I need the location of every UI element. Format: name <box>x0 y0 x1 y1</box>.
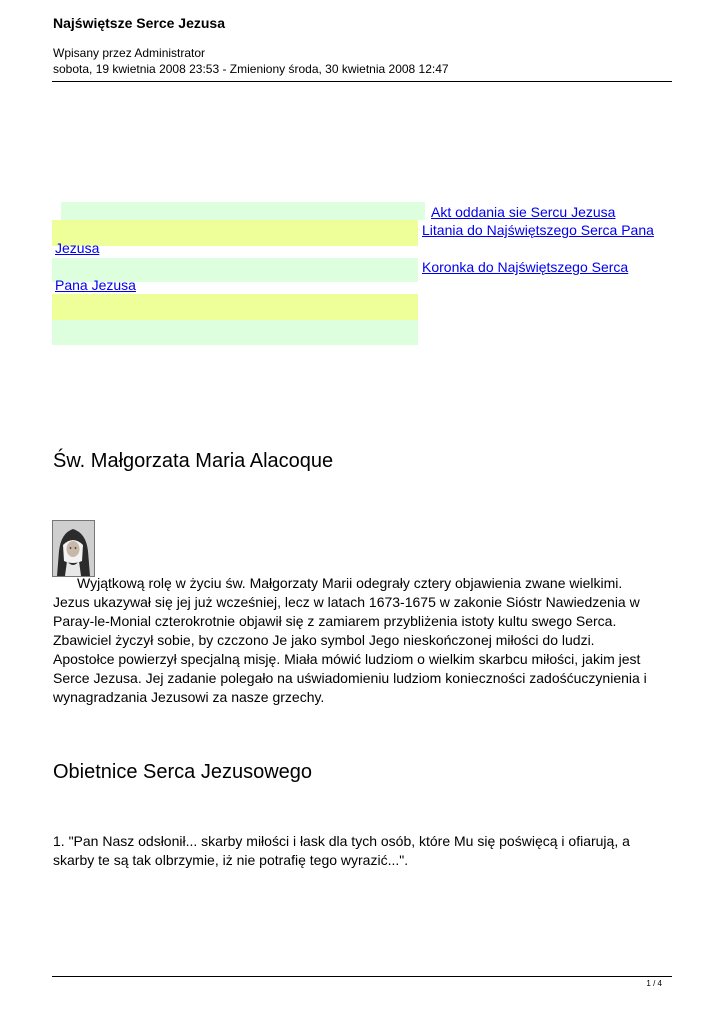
obietnice-paragraph <box>53 832 678 870</box>
alacoque-paragraph <box>53 574 678 707</box>
portrait-image <box>52 520 95 577</box>
paragraph-line: Wyjątkową rolę w życiu św. Małgorzaty Marii odegrały cztery objawienia zwane wielkimi. <box>77 575 623 591</box>
table-band-4 <box>52 294 418 320</box>
paragraph-line: wynagradzania Jezusowi za nasze grzechy. <box>53 689 325 705</box>
section-heading-alacoque: Św. Małgorzata Maria Alacoque <box>53 450 334 472</box>
table-band-1 <box>61 202 425 220</box>
paragraph-line: skarby te są tak olbrzymie, iż nie potrafię tego wyrazić...". <box>53 852 409 868</box>
link-litania-part1[interactable]: Litania do Najświętszego Serca Pana <box>422 222 654 238</box>
section-heading-obietnice: Obietnice Serca Jezusowego <box>53 761 313 783</box>
paragraph-line: 1. "Pan Nasz odsłonił... skarby miłości i łask dla tych osób, które Mu się poświęcą i ofiarują, a <box>53 833 630 849</box>
date-line: sobota, 19 kwietnia 2008 23:53 - Zmieniony środa, 30 kwietnia 2008 12:47 <box>53 62 449 76</box>
page-number: 1 / 4 <box>646 979 662 988</box>
paragraph-line: Apostołce powierzył specjalną misję. Miała mówić ludziom o wielkim skarbcu miłości, jakim jest <box>53 651 641 667</box>
header-divider <box>52 81 672 82</box>
link-koronka-part1[interactable]: Koronka do Najświętszego Serca <box>422 259 629 275</box>
paragraph-line: Zbawiciel życzył sobie, by czczono Je jako symbol Jego nieskończonej miłości do ludzi. <box>53 632 595 648</box>
link-litania-part2[interactable]: Jezusa <box>55 240 100 256</box>
paragraph-line: Serce Jezusa. Jej zadanie polegało na uświadomieniu ludziom konieczności zadośćuczynienia i <box>53 670 647 686</box>
table-band-5 <box>52 320 418 345</box>
paragraph-line: Paray-le-Monial czterokrotnie objawił się z zamiarem przybliżenia istoty kultu swego Serca. <box>53 613 617 629</box>
document-title: Najświętsze Serce Jezusa <box>53 15 225 31</box>
link-akt-oddania[interactable]: Akt oddania sie Sercu Jezusa <box>431 204 616 220</box>
paragraph-line: Jezus ukazywał się jej już wcześniej, lecz w latach 1673-1675 w zakonie Sióstr Nawiedzenia w <box>53 594 640 610</box>
footer-divider <box>52 976 672 977</box>
nun-portrait-icon <box>53 521 94 576</box>
author-line: Wpisany przez Administrator <box>53 46 206 60</box>
table-band-2 <box>52 220 418 246</box>
link-koronka-part2[interactable]: Pana Jezusa <box>55 277 136 293</box>
